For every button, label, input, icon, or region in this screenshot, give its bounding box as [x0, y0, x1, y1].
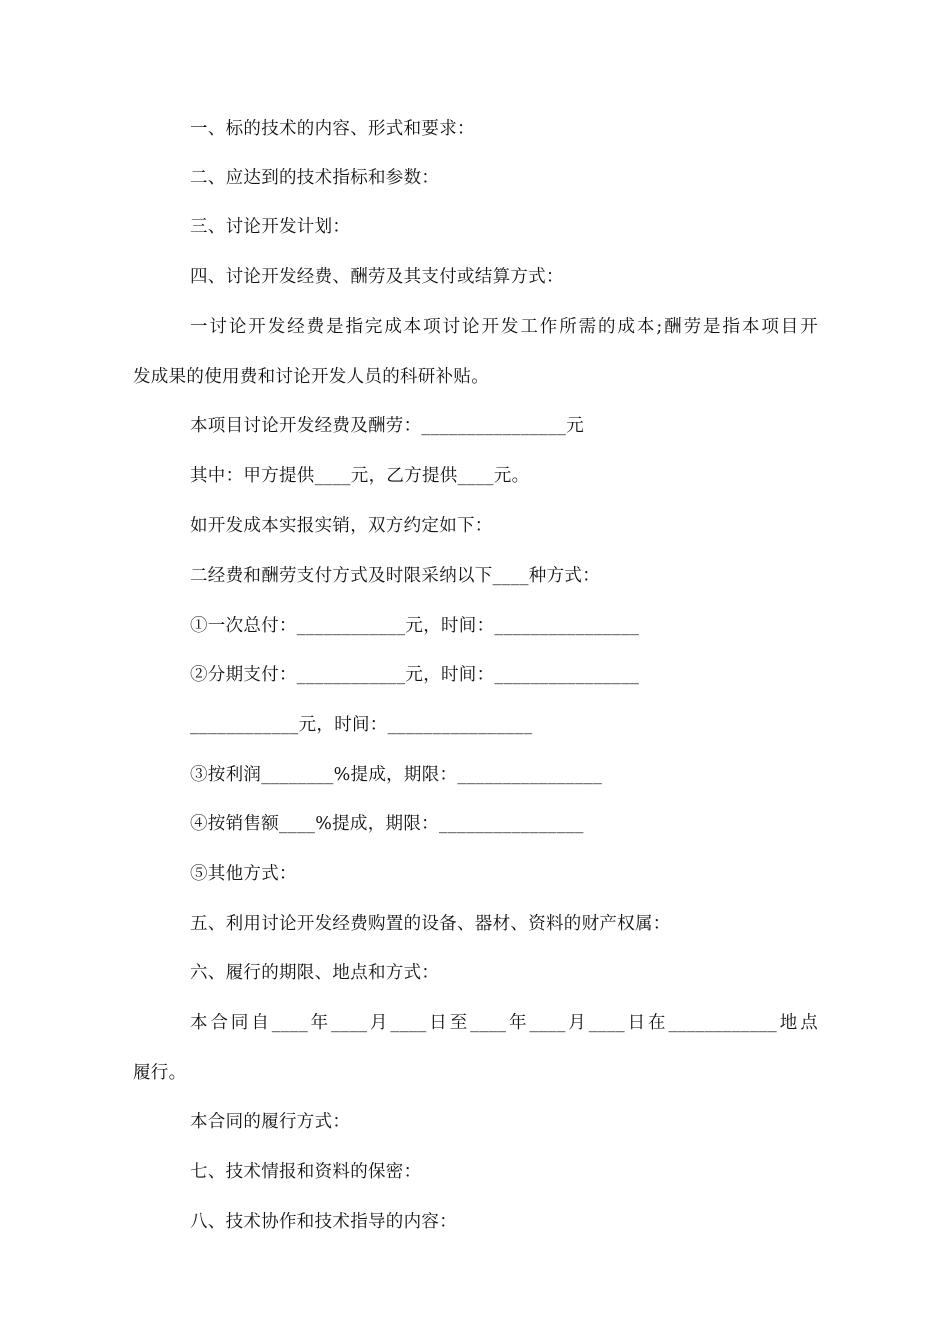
section-1-heading: 一、标的技术的内容、形式和要求： [190, 119, 475, 139]
expense-definition-line-1: 一讨论开发经费是指完成本项讨论开发工作所需的成本;酬劳是指本项目开 [190, 317, 818, 337]
section-2-heading: 二、应达到的技术指标和参数： [190, 168, 440, 188]
expense-definition-line-2: 发成果的使用费和讨论开发人员的科研补贴。 [133, 367, 489, 387]
total-expense-field: 本项目讨论开发经费及酬劳：________________元 [190, 416, 584, 436]
section-7-heading: 七、技术情报和资料的保密： [190, 1162, 422, 1182]
performance-period-line-1: 本合同自____年____月____日至____年____月____日在____________地点 [190, 1013, 818, 1033]
section-3-heading: 三、讨论开发计划： [190, 217, 351, 237]
lump-sum-payment-field: ①一次总付：____________元，时间：________________ [190, 616, 640, 636]
section-8-heading: 八、技术协作和技术指导的内容： [190, 1212, 457, 1232]
installment-payment-field-2: ____________元，时间：________________ [190, 715, 533, 735]
performance-method-field: 本合同的履行方式： [190, 1112, 351, 1132]
performance-period-line-2: 履行。 [133, 1063, 187, 1083]
section-6-heading: 六、履行的期限、地点和方式： [190, 963, 440, 983]
payment-method-clause: 二经费和酬劳支付方式及时限采纳以下____种方式： [190, 566, 600, 586]
sales-share-field: ④按销售额____%提成，期限：________________ [190, 814, 584, 834]
other-method-field: ⑤其他方式： [190, 864, 297, 884]
profit-share-field: ③按利润________%提成，期限：________________ [190, 765, 603, 785]
party-contribution-field: 其中：甲方提供____元，乙方提供____元。 [190, 466, 530, 486]
section-4-heading: 四、讨论开发经费、酬劳及其支付或结算方式： [190, 267, 564, 287]
installment-payment-field: ②分期支付：____________元，时间：________________ [190, 665, 640, 685]
section-5-heading: 五、利用讨论开发经费购置的设备、器材、资料的财产权属： [190, 914, 671, 934]
actual-cost-clause: 如开发成本实报实销，双方约定如下： [190, 516, 493, 536]
